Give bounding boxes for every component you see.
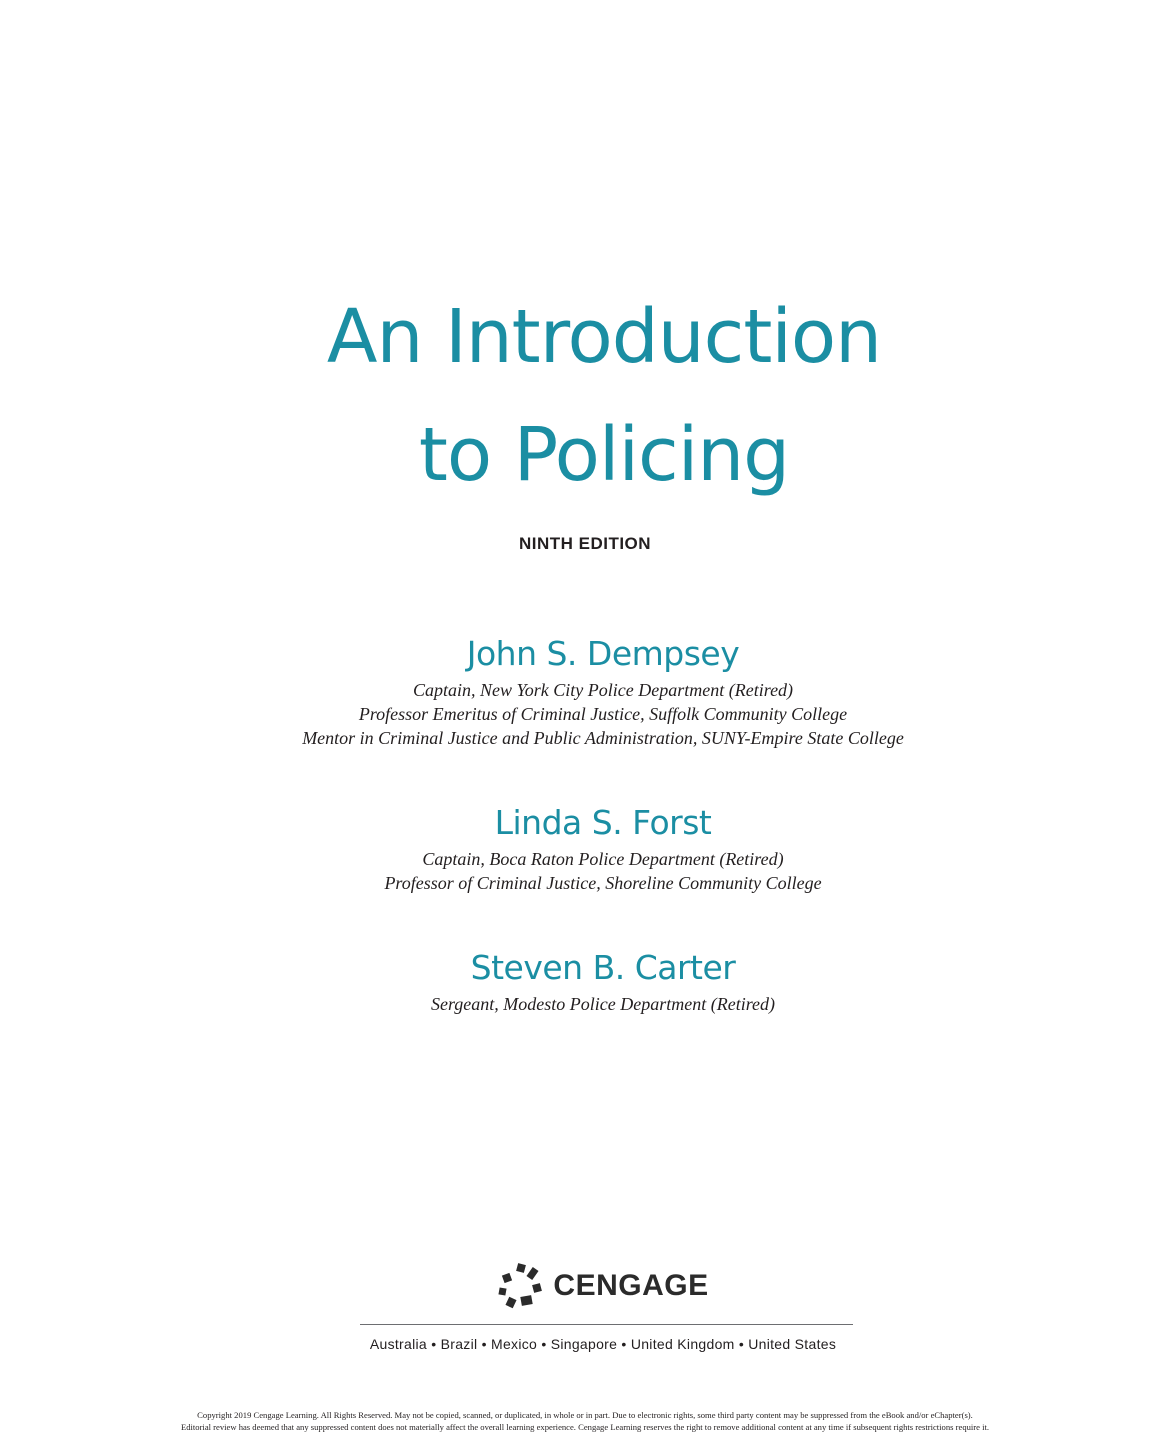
author-name: John S. Dempsey (466, 634, 740, 673)
author-affiliation: Sergeant, Modesto Police Department (Retired) (430, 994, 776, 1014)
copyright-line: Copyright 2019 Cengage Learning. All Rights Reserved. May not be copied, scanned, or duplicated, in whole or in part. Due to electronic rights, some third party content may be suppressed from the eBook and/or eChapter(s). (197, 1410, 973, 1420)
author-block-dempsey (0, 634, 1152, 750)
cengage-logo-mark-icon (497, 1262, 545, 1310)
author-affiliation: Professor Emeritus of Criminal Justice, Suffolk Community College (358, 704, 848, 724)
author-block-forst (0, 803, 1152, 895)
author-affiliation: Captain, Boca Raton Police Department (Retired) (422, 849, 784, 869)
book-title-line-1: An Introduction (326, 294, 882, 380)
publisher-locations: Australia • Brazil • Mexico • Singapore • United Kingdom • United States (369, 1336, 837, 1352)
edition-label: NINTH EDITION (518, 534, 652, 553)
divider (360, 1324, 853, 1325)
author-affiliation: Captain, New York City Police Department (Retired) (412, 680, 794, 700)
author-name: Linda S. Forst (494, 803, 712, 842)
author-affiliation: Mentor in Criminal Justice and Public Administration, SUNY-Empire State College (302, 728, 904, 748)
cengage-logo (497, 1262, 708, 1310)
copyright-notice (0, 1409, 1152, 1433)
publisher-name: CENGAGE (553, 1269, 709, 1302)
author-name: Steven B. Carter (470, 948, 736, 987)
author-affiliation: Professor of Criminal Justice, Shoreline Community College (384, 873, 822, 893)
copyright-line: Editorial review has deemed that any suppressed content does not materially affect the overall learning experience. Cengage Learning reserves the right to remove additional content at any time if subsequent rights restrictions require it. (180, 1422, 990, 1432)
author-block-carter (0, 948, 1152, 1016)
publisher-logo (0, 1262, 1152, 1315)
book-title-line-2: to Policing (418, 412, 790, 498)
